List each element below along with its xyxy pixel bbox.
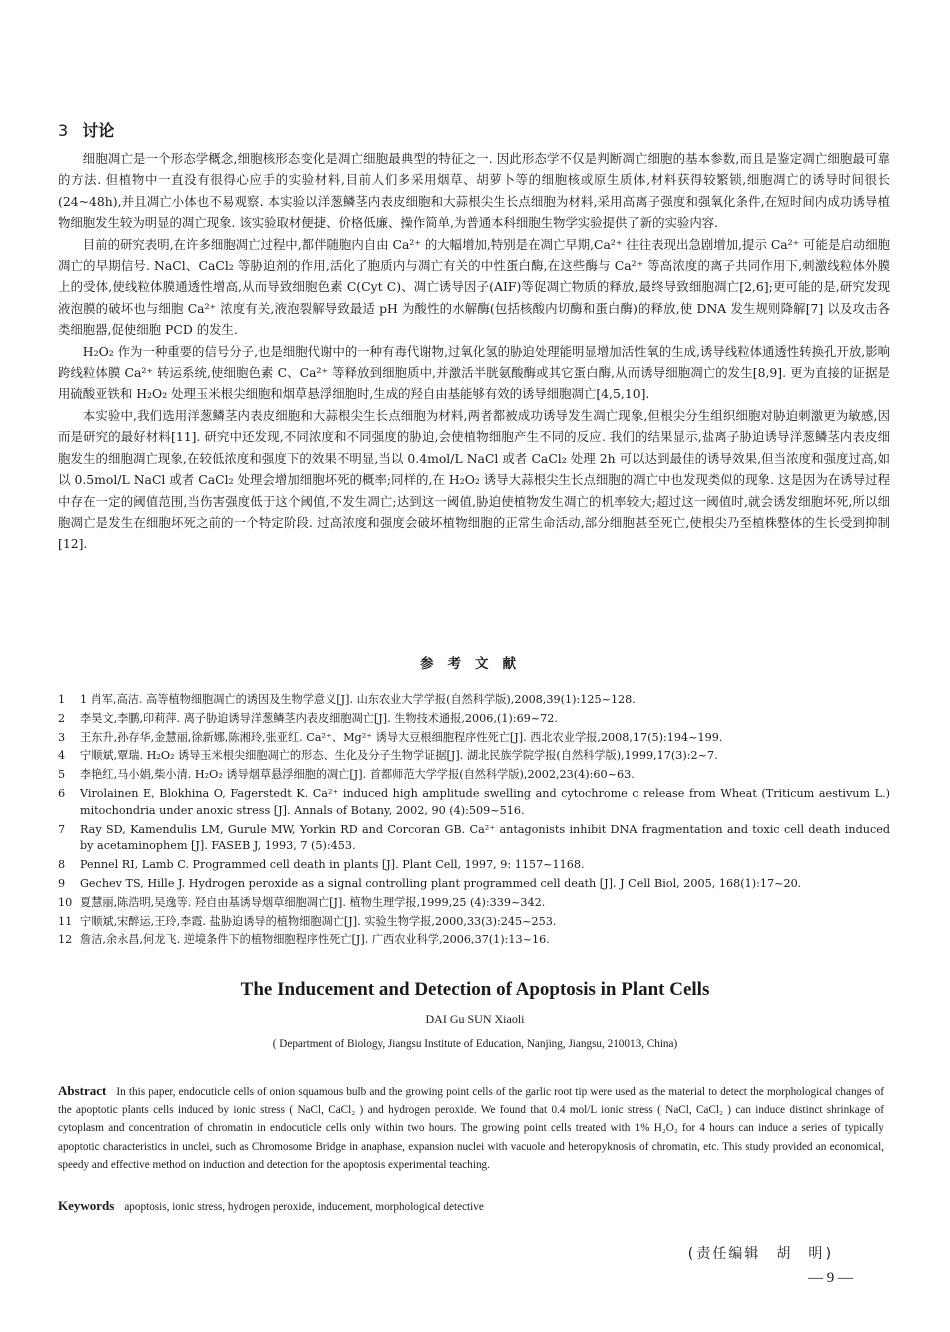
reference-item [58, 767, 890, 784]
reference-text: 夏慧丽,陈浩明,吴逸等. 羟自由基诱导烟草细胞凋亡[J]. 植物生理学报,1999,25 (4):339~342. [80, 895, 546, 909]
abstract-label: Abstract [58, 1083, 107, 1098]
reference-text: 宁顺斌,宋醉运,王玲,李霞. 盐胁迫诱导的植物细胞凋亡[J]. 实验生物学报,2000,33(3):245~253. [80, 914, 557, 928]
reference-number: 7 [58, 822, 66, 836]
reference-number: 5 [58, 768, 66, 782]
reference-text: 李艳红,马小娟,柴小清. H₂O₂ 诱导烟草悬浮细胞的凋亡[J]. 首都师范大学学报(自然科学版),2002,23(4):60~63. [80, 768, 635, 782]
reference-text: 詹洁,余永昌,何龙飞. 逆境条件下的植物细胞程序性死亡[J]. 广西农业科学,2006,37(1):13~16. [80, 933, 550, 947]
reference-item [58, 786, 890, 820]
paragraph: 细胞凋亡是一个形态学概念,细胞核形态变化是凋亡细胞最典型的特征之一. 因此形态学不仅是判断凋亡细胞的基本参数,而且是鉴定凋亡细胞最可靠的方法. 但植物中一直没有很得心应手的实验材料,目前人们多采用烟草、胡萝卜等的细胞核或原生质体,材料获得较繁锁,细胞凋亡的诱导时间很长(24~48h),并且凋亡小体也不易观察. 本实验以洋葱鳞茎内表皮细胞和大蒜根尖生长点细胞为材料,采用高离子强度和强氧化条件,在短时间内成功诱导植物细胞发生较为明显的凋亡现象. 该实验取材便捷、价格低廉、操作简单,为普通本科细胞生物学实验提供了新的实验内容. [58, 151, 890, 231]
reference-item [58, 895, 890, 912]
english-title: The Inducement and Detection of Apoptosis in Plant Cells [240, 979, 710, 1000]
english-authors: DAI Gu SUN Xiaoli [425, 1012, 525, 1026]
english-abstract [58, 1082, 884, 1174]
english-keywords [58, 1198, 884, 1214]
reference-item [58, 748, 890, 765]
abstract-text: In this paper, endocuticle cells of onion squamous bulb and the growing point cells of the garlic root tip were used as the material to detect the morphological changes of the apoptotic plants cells induced by ionic stress ( NaCl, CaCl₂ ) and hydrogen peroxide. We found that 0.4 mol/L ionic stress ( NaCl, CaCl₂ ) can induce distinct shrinkage of cytoplasm and concentration of chromatin in endocuticle cells only within two hours. The growing point cells treated with 1% H₂O₂ for 4 hours can induce a series of typically apoptotic characteristics in unclei, such as Chromosome Bridge in anaphase, expansion nuclei with vacuole and heteropyknosis of chromatin, etc. This study provided an economical, speedy and effective method on induction and detection for the apoptosis experimental teaching. [58, 1086, 884, 1171]
reference-number: 9 [58, 876, 66, 890]
reference-item [58, 876, 890, 893]
discussion-body [58, 148, 890, 555]
reference-item [58, 822, 890, 856]
reference-text: Pennel RI, Lamb C. Programmed cell death in plants [J]. Plant Cell, 1997, 9: 1157~1168. [80, 858, 585, 872]
reference-item [58, 857, 890, 874]
reference-number: 6 [58, 786, 66, 800]
reference-text: Gechev TS, Hille J. Hydrogen peroxide as a signal controlling plant programmed cell death [J]. J Cell Biol, 2005, 168(1):17~20. [80, 876, 802, 890]
page-number: — 9 — [808, 1270, 853, 1286]
reference-item [58, 711, 890, 728]
reference-text: 王东升,孙存华,金慧丽,徐新娜,陈湘玲,张亚红. Ca²⁺、Mg²⁺ 诱导大豆根细胞程序性死亡[J]. 西北农业学报,2008,17(5):194~199. [80, 730, 723, 744]
reference-item [58, 692, 890, 709]
reference-text: 1 肖军,高洁. 高等植物细胞凋亡的诱因及生物学意义[J]. 山东农业大学学报(自然科学版),2008,39(1):125~128. [80, 693, 636, 706]
reference-number: 11 [58, 914, 73, 928]
section-heading [58, 118, 114, 141]
reference-item [58, 730, 890, 747]
reference-number: 8 [58, 858, 66, 872]
keywords-text: apoptosis, ionic stress, hydrogen peroxide, inducement, morphological detective [124, 1201, 484, 1213]
english-affiliation: ( Department of Biology, Jiangsu Institute of Education, Nanjing, Jiangsu, 210013, China) [272, 1038, 678, 1050]
reference-number: 4 [58, 749, 66, 763]
reference-number: 2 [58, 711, 66, 725]
references-list [58, 692, 890, 951]
reference-text: 李昊文,李鹏,印莉萍. 离子胁迫诱导洋葱鳞茎内表皮细胞凋亡[J]. 生物技术通报,2006,(1):69~72. [80, 711, 558, 725]
reference-number: 3 [58, 730, 66, 744]
reference-number: 10 [58, 895, 73, 909]
reference-item [58, 914, 890, 931]
paragraph: 本实验中,我们选用洋葱鳞茎内表皮细胞和大蒜根尖生长点细胞为材料,两者都被成功诱导发生凋亡现象,但根尖分生组织细胞对胁迫刺激更为敏感,因而是研究的最好材料[11]. 研究中还发现,不同浓度和不同强度的胁迫,会使植物细胞产生不同的反应. 我们的结果显示,盐离子胁迫诱导洋葱鳞茎内表皮细胞发生的细胞凋亡现象,在较低浓度和强度下的效果不明显,当以 0.4mol/L NaCl 或者 CaCl₂ 处理 2h 可以达到最佳的诱导效果,但当浓度和强度过高,如以 0.5mol/L NaCl 或者 CaCl₂ 处理会增加细胞坏死的概率;同样的,在 H₂O₂ 诱导大蒜根尖生长点细胞的凋亡中也发现类似的现象. 这是因为在诱导过程中存在一定的阈值范围,当伤害强度低于这个阈值,不发生凋亡;达到这一阈值,胁迫使植物发生凋亡的机率较大;超过这一阈值时,就会诱发细胞坏死,所以细胞凋亡是发生在细胞坏死之前的一个特定阶段. 过高浓度和强度会破坏植物细胞的正常生命活动,部分细胞甚至死亡,使根尖乃至植株整体的生长受到抑制[12]. [58, 407, 890, 552]
paragraph: 目前的研究表明,在许多细胞凋亡过程中,都伴随胞内自由 Ca²⁺ 的大幅增加,特别是在凋亡早期,Ca²⁺ 往往表现出急剧增加,提示 Ca²⁺ 可能是启动细胞凋亡的早期信号. NaCl、CaCl₂ 等胁迫剂的作用,活化了胞质内与凋亡有关的中性蛋白酶,在这些酶与 Ca²⁺ 等高浓度的离子共同作用下,刺激线粒体外膜上的受体,使线粒体膜通透性增高,从而导致细胞色素 C(Cyt C)、凋亡诱导因子(AIF)等促凋亡物质的释放,最终导致细胞凋亡[2,6];更可能的是,研究发现液泡膜的破坏也与细胞 Ca²⁺ 浓度有关,液泡裂解导致最适 pH 为酸性的水解酶(包括核酸内切酶和蛋白酶)的释放,使 DNA 发生规则降解[7] 以及攻击各类细胞器,促使细胞 PCD 的发生. [58, 236, 890, 338]
reference-text: 宁顺斌,覃瑞. H₂O₂ 诱导玉米根尖细胞凋亡的形态、生化及分子生物学证据[J]. 湖北民族学院学报(自然科学版),1999,17(3):2~7. [80, 749, 718, 763]
reference-item [58, 932, 890, 949]
section-title-text: 讨论 [82, 121, 115, 140]
keywords-label: Keywords [58, 1198, 115, 1213]
reference-number: 1 [58, 693, 66, 706]
references-heading: 参考文献 [420, 656, 530, 672]
responsible-editor: (责任编辑 胡 明) [686, 1246, 835, 1262]
section-number: 3 [58, 121, 69, 140]
paragraph: H₂O₂ 作为一种重要的信号分子,也是细胞代谢中的一种有毒代谢物,过氧化氢的胁迫处理能明显增加活性氧的生成,诱导线粒体通透性转换孔开放,影响跨线粒体膜 Ca²⁺ 转运系统,使细胞色素 C、Ca²⁺ 等释放到细胞质中,并激活半胱氨酸酶或其它蛋白酶,从而诱导细胞凋亡的发生[8,9]. 更为直接的证据是用硫酸亚铁和 H₂O₂ 处理玉米根尖细胞和烟草悬浮细胞时,生成的羟自由基能够有效的诱导细胞凋亡[4,5,10]. [58, 343, 890, 402]
reference-number: 12 [58, 933, 73, 947]
reference-text: Virolainen E, Blokhina O, Fagerstedt K. Ca²⁺ induced high amplitude swelling and cytochrome c release from Wheat (Triticum aestivum L.) mitochondria under anoxic stress [J]. Annals of Botany, 2002, 90 (4):509~516. [80, 786, 890, 817]
reference-text: Ray SD, Kamendulis LM, Gurule MW, Yorkin RD and Corcoran GB. Ca²⁺ antagonists inhibit DNA fragmentation and toxic cell death induced by acetaminophem [J]. FASEB J, 1993, 7 (5):453. [80, 822, 890, 853]
